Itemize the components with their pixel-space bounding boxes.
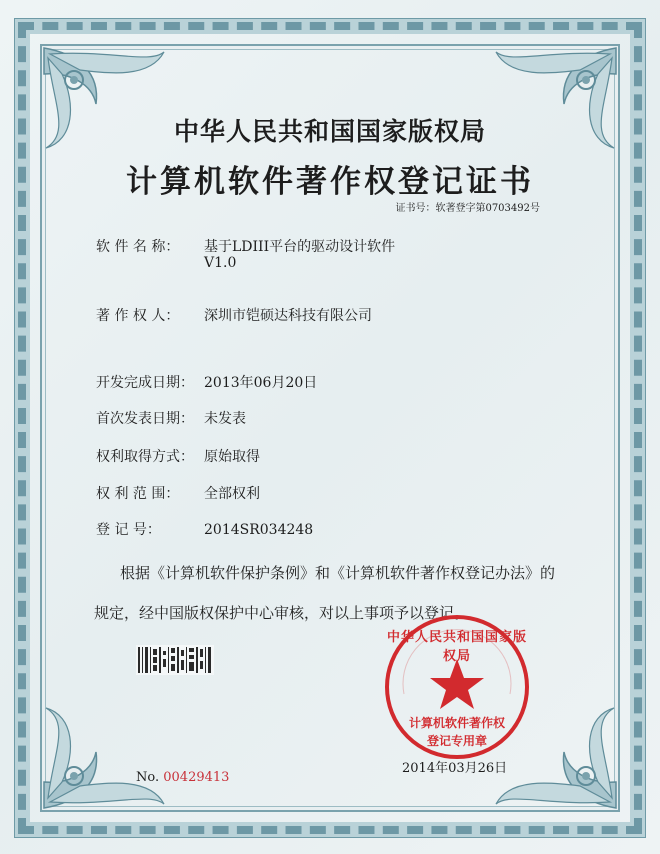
statement-line-2: 规定，经中国版权保护中心审核，对以上事项予以登记。 <box>94 604 470 622</box>
field-value: 未发表 <box>204 411 246 427</box>
field-value-version: V1.0 <box>204 255 237 271</box>
seal-text-line-1: 计算机软件著作权 <box>408 716 505 730</box>
issuing-authority: 中华人民共和国国家版权局 <box>173 117 486 146</box>
field-label: 登 记 号： <box>96 522 161 538</box>
field-label: 权利取得方式： <box>96 449 194 465</box>
statement-line-1: 根据《计算机软件保护条例》和《计算机软件著作权登记办法》的 <box>120 564 556 582</box>
field-value: 原始取得 <box>204 449 260 465</box>
certificate-title: 计算机软件著作权登记证书 <box>126 164 534 200</box>
field-label: 权 利 范 围： <box>96 486 180 502</box>
serial-number-label: No. <box>136 770 160 785</box>
field-value: 基于LDIII平台的驱动设计软件 <box>204 239 396 255</box>
issue-date: 2014年03月26日 <box>402 761 508 776</box>
field-label: 软 件 名 称： <box>96 239 180 255</box>
field-value: 2014SR034248 <box>204 522 314 538</box>
field-acquisition-method <box>96 446 260 466</box>
field-completion-date <box>96 372 317 392</box>
field-value: 2013年06月20日 <box>204 375 318 391</box>
corner-ornament <box>40 702 170 812</box>
field-first-publication <box>96 408 246 428</box>
serial-number <box>136 770 229 785</box>
seal-text-line-2: 登记专用章 <box>426 734 487 748</box>
field-value: 深圳市铠硕达科技有限公司 <box>204 308 372 324</box>
field-value: 全部权利 <box>204 486 260 502</box>
field-label: 开发完成日期： <box>96 375 194 391</box>
field-scope-of-rights <box>96 483 260 503</box>
field-label: 著 作 权 人： <box>96 308 180 324</box>
field-software-name <box>96 236 396 271</box>
field-copyright-owner <box>96 305 372 325</box>
barcode <box>136 645 214 675</box>
seal-ring-text: 中华人民共和国国家版权局 <box>386 630 527 664</box>
serial-number-value: 00429413 <box>163 770 230 785</box>
field-registration-number <box>96 519 313 539</box>
certificate-number: 证书号：软著登字第0703492号 <box>395 203 540 214</box>
field-label: 首次发表日期： <box>96 411 194 427</box>
